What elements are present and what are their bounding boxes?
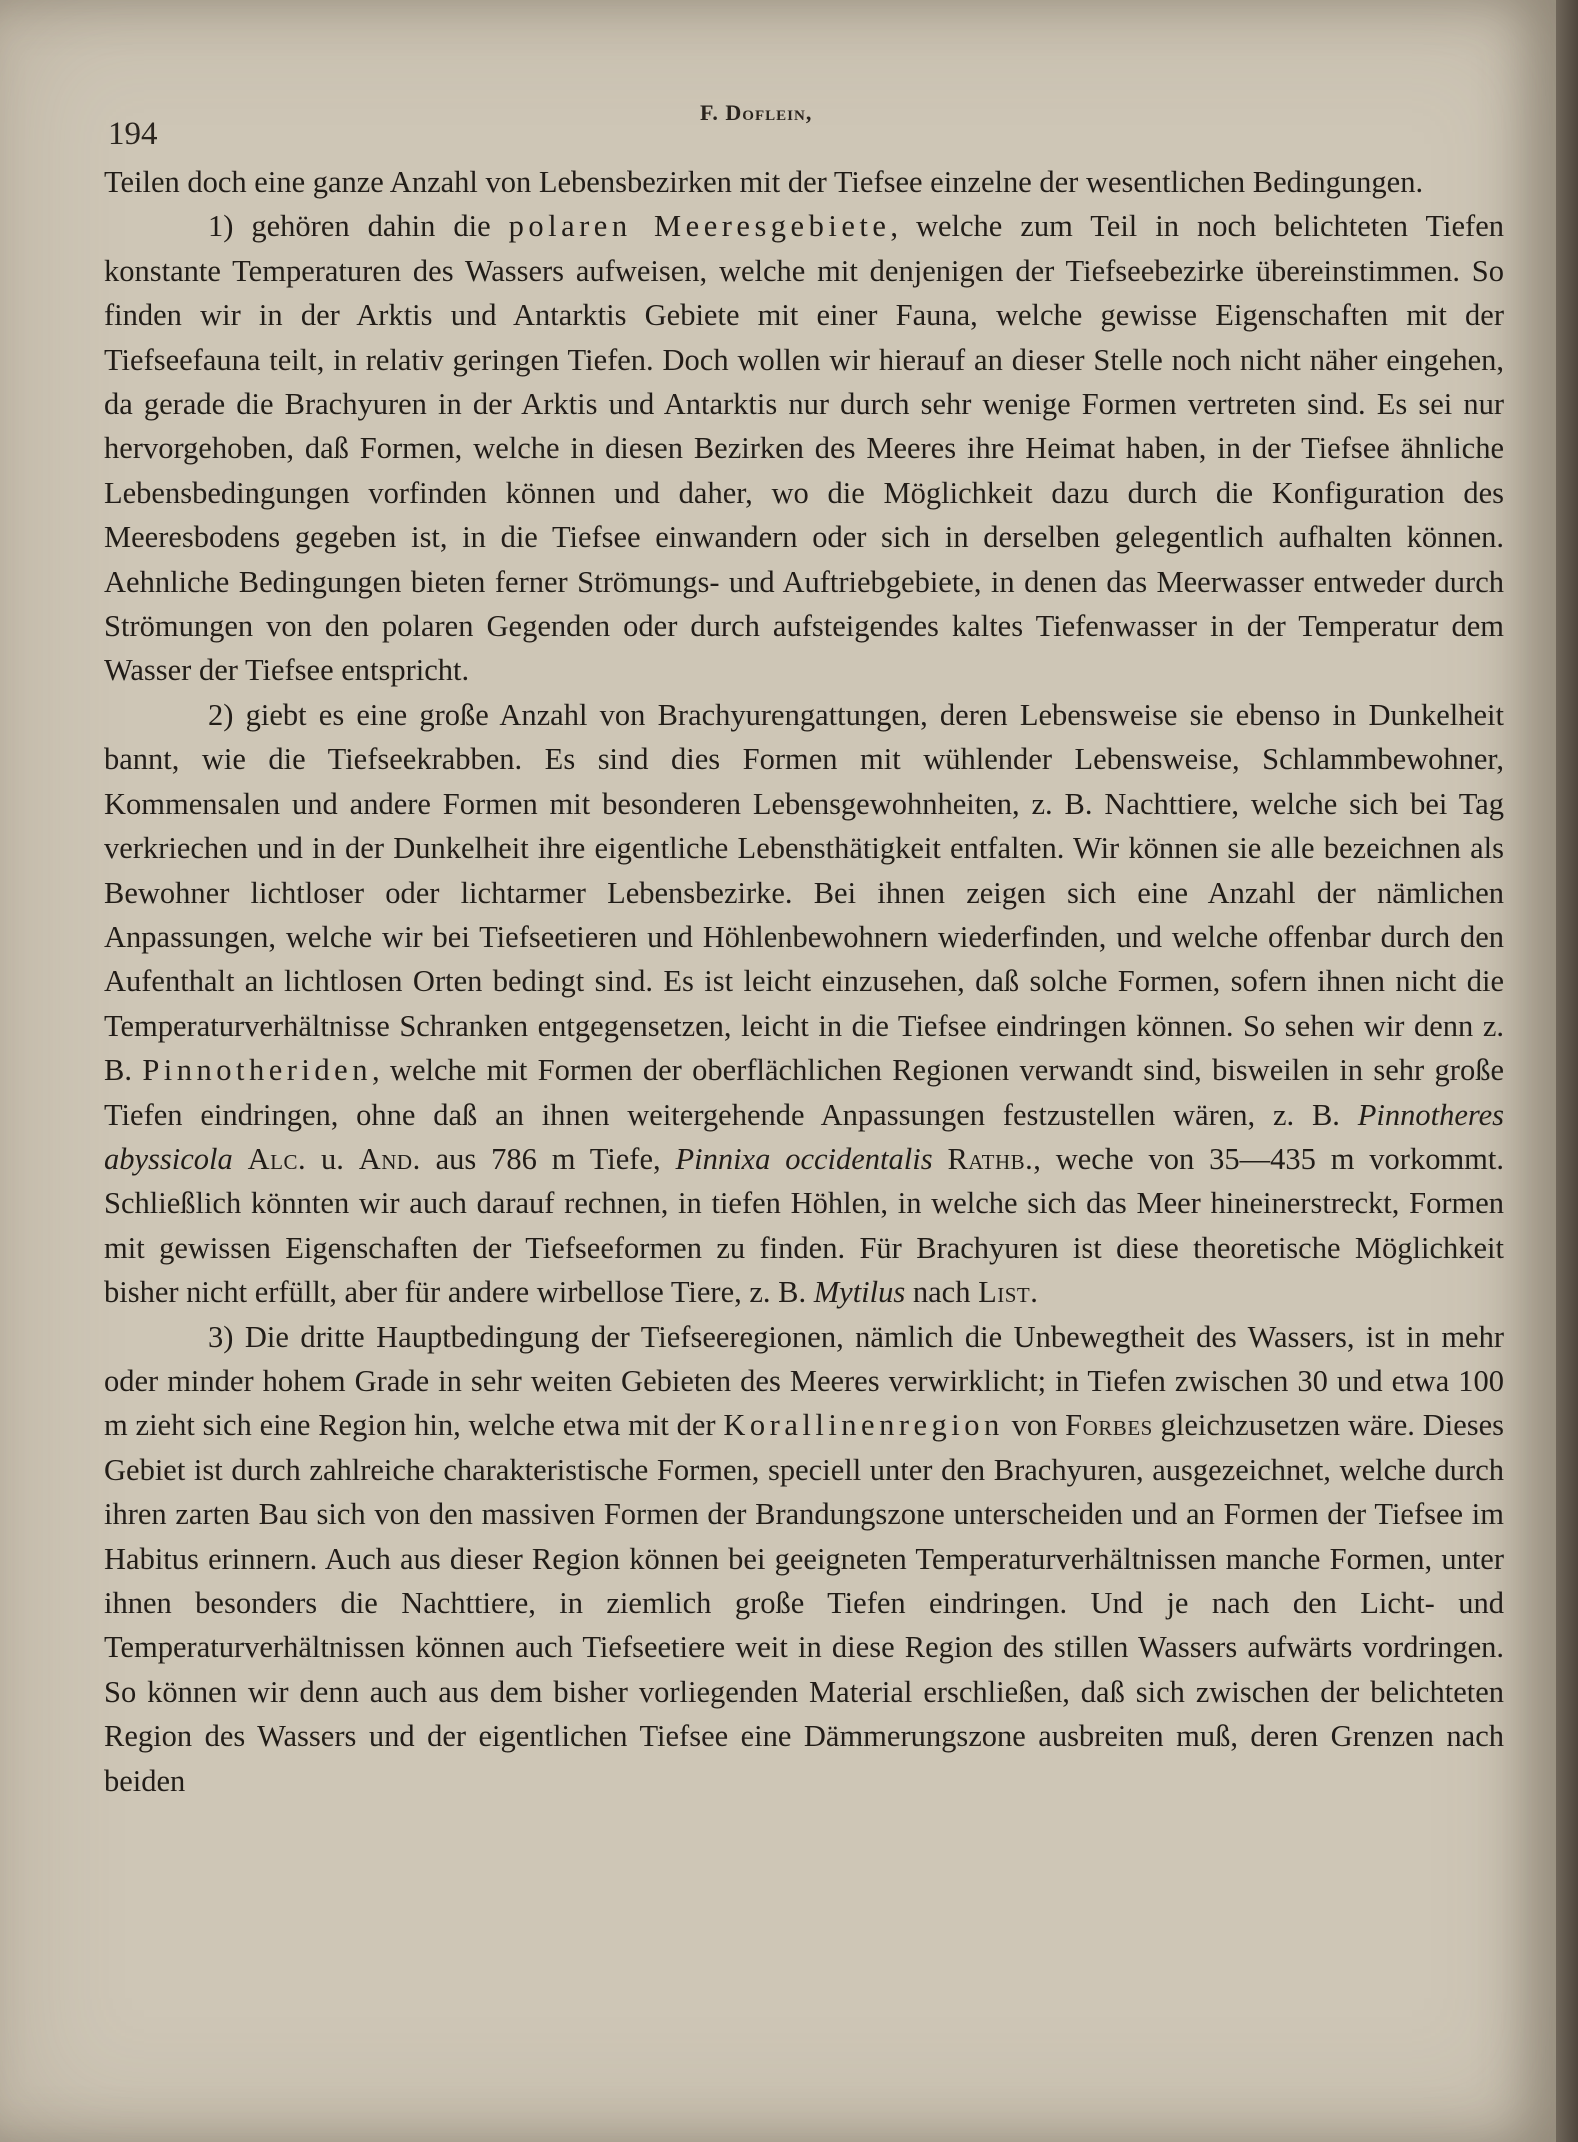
text-run: 3) Die dritte Hauptbedingung der Tiefseeregionen, nämlich die Unbewegtheit des Wassers, ist in mehr oder minder hohem Grade in sehr weiten Gebieten des Meeres verwirklicht; in Tiefen zwischen 30 und etwa 100 m zieht sich eine Region hin, welche etwa mit der bbox=[104, 1319, 1504, 1443]
text-run: von bbox=[1003, 1408, 1066, 1443]
author-name: And. bbox=[358, 1141, 421, 1176]
text-run: 1) gehören dahin die bbox=[208, 209, 509, 244]
text-run: , welche mit Formen der oberflächlichen Regionen verwandt sind, bisweilen in sehr große Tiefen eindringen, ohne daß an ihnen weitergehende Anpassungen festzustellen wären, z. B. bbox=[104, 1053, 1505, 1132]
spaced-term: Pinnotheriden bbox=[142, 1053, 372, 1088]
author-name: Alc. bbox=[247, 1141, 307, 1176]
text-run: , welche zum Teil in noch belichteten Tiefen konstante Temperaturen des Wassers aufweisen, welche mit denjenigen der Tiefseebezirke übereinstimmen. So finden wir in der Arktis und Antarktis Gebiete mit einer Fauna, welche gewisse Eigenschaften mit der Tiefseefauna teilt, in relativ geringen Tiefen. Doch wollen wir hierauf an dieser Stelle noch nicht näher eingehen, da gerade die Brachyuren in der Arktis und Antarktis nur durch sehr wenige Formen vertreten sind. Es sei nur hervorgehoben, daß Formen, welche in diesen Bezirken des Meeres ihre Heimat haben, in der Tiefsee ähnliche Lebensbedingungen vorfinden können und daher, wo die Möglichkeit dazu durch die Konfiguration des Meeresbodens gegeben ist, in die Tiefsee einwandern oder sich in derselben gelegentlich aufhalten können. Aehnliche Bedingungen bieten ferner Strömungs- und Auftriebgebiete, in denen das Meerwasser entweder durch Strömungen von den polaren Gegenden oder durch aufsteigendes kaltes Tiefenwasser in der Temperatur dem Wasser der Tiefsee entspricht. bbox=[104, 209, 1504, 688]
text-run: , weche von 35—435 m vorkommt. Schließlich könnten wir auch darauf rechnen, in tiefen Höhlen, in welche sich das Meer hineinerstreckt, Formen mit gewissen Eigenschaften der Tiefseeformen zu finden. Für Brachyuren ist diese theoretische Möglichkeit bisher nicht erfüllt, aber für andere wirbellose Tiere, z. B. bbox=[104, 1141, 1504, 1310]
body-text bbox=[104, 160, 1504, 1803]
page-number: 194 bbox=[108, 116, 158, 152]
author-name: Rathb. bbox=[947, 1141, 1034, 1176]
author-name: Forbes bbox=[1065, 1408, 1153, 1443]
text-run: 2) giebt es eine große Anzahl von Brachyurengattungen, deren Lebensweise sie ebenso in Dunkelheit bannt, wie die Tiefseekrabben. Es sind dies Formen mit wühlender Lebensweise, Schlammbewohner, Kommensalen und andere Formen mit besonderen Lebensgewohnheiten, z. B. Nachttiere, welche sich bei Tag verkriechen und in der Dunkelheit ihre eigentliche Lebensthätigkeit entfalten. Wir können sie alle bezeichnen als Bewohner lichtloser oder lichtarmer Lebensbezirke. Bei ihnen zeigen sich eine Anzahl der nämlichen Anpassungen, welche wir bei Tiefseetieren und Höhlenbewohnern wiederfinden, und welche offenbar durch den Aufenthalt an lichtlosen Orten bedingt sind. Es ist leicht einzusehen, daß solche Formen, sofern ihnen nicht die Temperaturverhältnisse Schranken entgegensetzen, leicht in die Tiefsee eindringen können. So sehen wir denn z. B. bbox=[104, 697, 1504, 1088]
text-run: gleichzusetzen wäre. Dieses Gebiet ist durch zahlreiche charakteristische Formen, speciell unter den Brachyuren, ausgezeichnet, welche durch ihren zarten Bau sich von den massiven Formen der Brandungszone unterscheiden und an Formen der Tiefsee im Habitus erinnern. Auch aus dieser Region können bei geeigneten Temperaturverhältnissen manche Formen, unter ihnen besonders die Nachttiere, in ziemlich große Tiefen eindringen. Und je nach den Licht- und Temperaturverhältnissen können auch Tiefseetiere weit in diese Region des stillen Wassers aufwärts vordringen. So können wir denn auch aus dem bisher vorliegenden Material erschließen, daß sich zwischen der belichteten Region des Wassers und der eigentlichen Tiefsee eine Dämmerungszone ausbreiten muß, deren Grenzen nach beiden bbox=[104, 1408, 1505, 1798]
paragraph bbox=[104, 204, 1504, 692]
spaced-term: Korallinenregion bbox=[723, 1408, 1004, 1443]
paragraph bbox=[104, 1315, 1504, 1803]
text-run: nach bbox=[905, 1275, 979, 1310]
text-run: aus 786 m Tiefe, bbox=[420, 1141, 676, 1176]
paragraph bbox=[104, 693, 1504, 1315]
italic-term: Mytilus bbox=[813, 1275, 906, 1310]
italic-term: Pinnixa occidentalis bbox=[675, 1141, 933, 1176]
page-edge bbox=[1556, 0, 1578, 2142]
author-name: List. bbox=[978, 1275, 1039, 1310]
text-run: u. bbox=[306, 1141, 359, 1176]
spaced-term: polaren Meeresgebiete bbox=[508, 209, 891, 244]
text-run: Teilen doch eine ganze Anzahl von Lebensbezirken mit der Tiefsee einzelne der wesentlichen Bedingungen. bbox=[104, 165, 1424, 199]
italic-term: Pinnotheres abyssicola bbox=[104, 1097, 1504, 1176]
paragraph bbox=[104, 160, 1504, 204]
text-run bbox=[233, 1142, 248, 1176]
text-run bbox=[933, 1142, 948, 1176]
running-head: F. Doflein, bbox=[700, 100, 813, 125]
